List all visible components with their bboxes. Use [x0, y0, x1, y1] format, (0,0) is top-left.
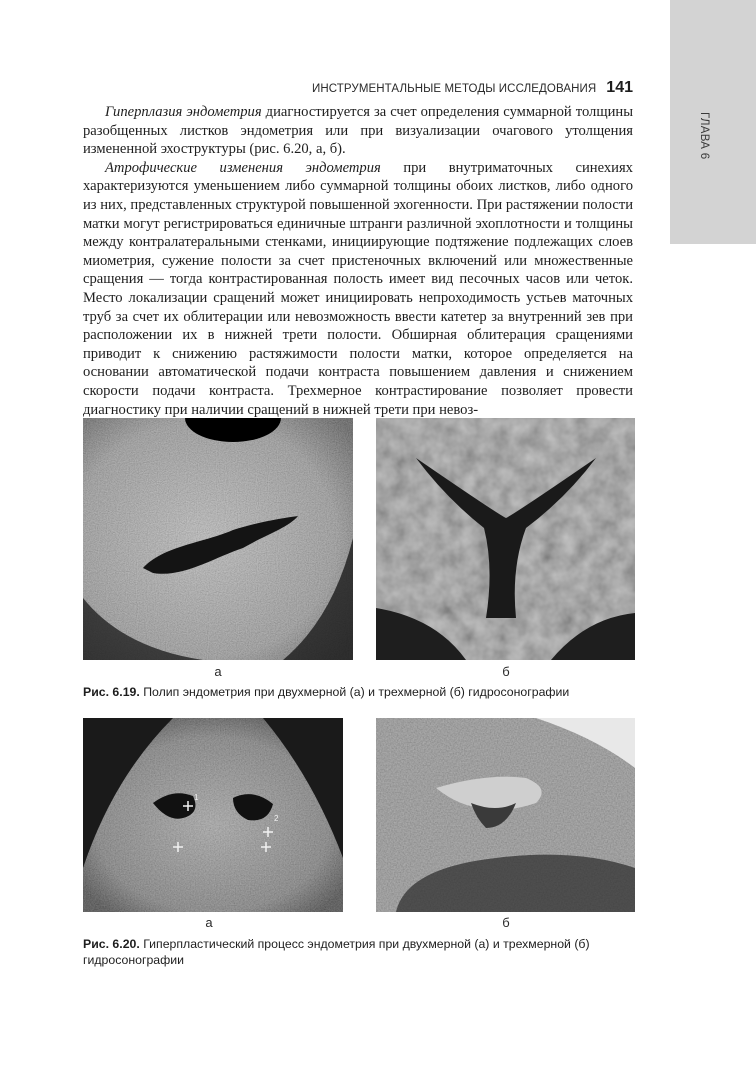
figure-6-19-label-a: а	[214, 664, 222, 679]
figure-6-20-label-b: б	[502, 915, 510, 930]
figure-6-20-number: Рис. 6.20.	[83, 937, 140, 951]
paragraph-hyperplasia-text: диагностируется за счет определения суммарной толщины разобщенных листков эндометрия или при визуализации очагового утолщения измененной эхоструктуры (рис. 6.20, а, б).	[83, 104, 633, 158]
paragraph-hyperplasia	[83, 103, 633, 159]
figure-6-19-caption	[83, 684, 635, 700]
ultrasound-image-6-19a	[83, 418, 353, 660]
body-text	[83, 103, 633, 419]
figure-6-19-label-b: б	[502, 664, 510, 679]
paragraph-atrophic	[83, 159, 633, 419]
paragraph-atrophic-text: при внутриматочных синехиях характеризуются уменьшением либо суммарной толщины обоих листков, либо одного из них, представленных структурой повышенной эхогенности. При растяжении полости матки могут регистрироваться единичные штранги различной эхоплотности и толщины между контралатеральными стенками, инициирующие подтяжение подлежащих слоев миометрия, сужение полости за счет пристеночных включений или множественные сращения — тогда контрастированная полость имеет вид песочных часов или четок. Место локализации сращений может инициировать непроходимость устьев маточных труб за счет их облитерации или невозможность ввести катетер за внутренний зев при расположении их в нижней трети полости. Обширная облитерация сращениями приводит к снижению растяжимости полости матки, которое определяется на основании автоматической подачи контраста повышением давления и снижением скорости подачи контраста. Трехмерное контрастирование позволяет провести диагностику при наличии сращений в нижней трети при невоз-	[83, 159, 634, 418]
figure-6-19-number: Рис. 6.19.	[83, 685, 140, 699]
chapter-side-tab	[670, 0, 756, 244]
ultrasound-image-6-20b	[376, 718, 635, 912]
term-atrophic: Атрофические изменения эндометрия	[105, 159, 381, 176]
figure-6-20-caption	[83, 936, 635, 968]
term-hyperplasia: Гиперплазия эндометрия	[105, 104, 262, 120]
figure-6-19-caption-text: Полип эндометрия при двухмерной (а) и трехмерной (б) гидросонографии	[139, 685, 570, 699]
ultrasound-image-6-19b	[376, 418, 635, 660]
figure-6-20-label-a: а	[205, 915, 213, 930]
figure-6-20-caption-text: Гиперпластический процесс эндометрия при двухмерной (а) и трехмерной (б) гидросонографии	[83, 937, 590, 967]
running-header	[250, 78, 633, 98]
page-number: 141	[606, 79, 633, 96]
chapter-label: ГЛАВА 6	[698, 112, 710, 160]
ultrasound-image-6-20a	[83, 718, 343, 912]
running-title: ИНСТРУМЕНТАЛЬНЫЕ МЕТОДЫ ИССЛЕДОВАНИЯ	[311, 83, 597, 95]
caliper-marker-2: 2	[274, 814, 279, 823]
caliper-marker-1: 1	[194, 793, 199, 802]
